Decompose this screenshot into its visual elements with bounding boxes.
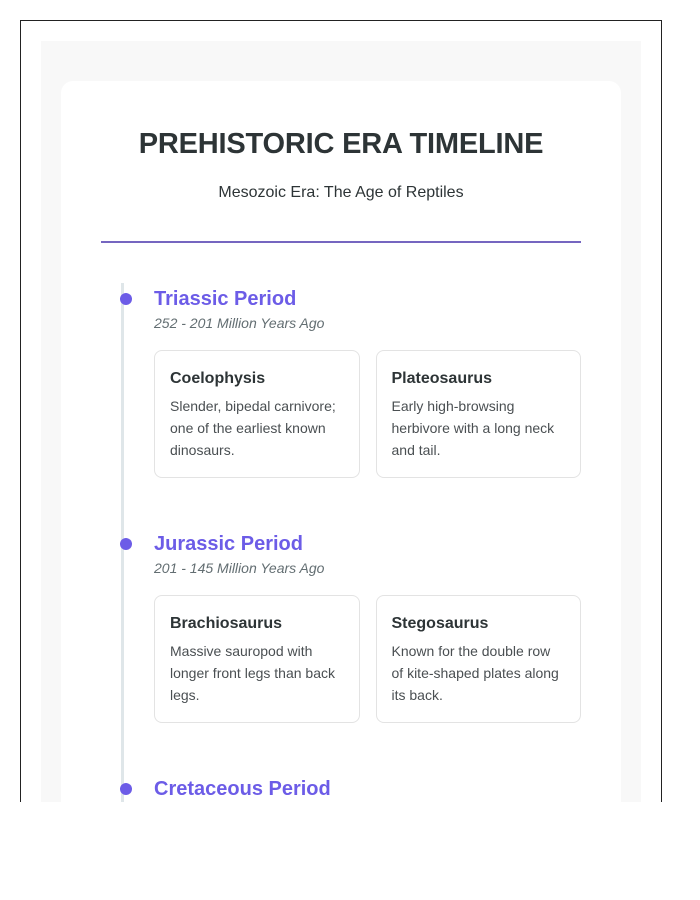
species-card xyxy=(154,350,360,478)
viewport-frame xyxy=(20,20,662,802)
timeline xyxy=(101,283,581,801)
species-description: Known for the double row of kite-shaped plates along its back. xyxy=(391,643,559,703)
species-card xyxy=(376,350,582,478)
species-description: Massive sauropod with longer front legs than back legs. xyxy=(170,643,335,703)
period-dates: 201 - 145 Million Years Ago xyxy=(154,560,325,576)
timeline-dot-icon xyxy=(120,293,132,305)
species-name: Brachiosaurus xyxy=(170,615,283,632)
species-grid xyxy=(154,350,581,478)
species-card xyxy=(154,595,360,723)
species-card xyxy=(376,595,582,723)
header-divider xyxy=(101,241,581,243)
page-subtitle: Mesozoic Era: The Age of Reptiles xyxy=(218,184,464,201)
page-title: PREHISTORIC ERA TIMELINE xyxy=(138,128,544,160)
species-description: Early high-browsing herbivore with a long neck and tail. xyxy=(391,398,555,458)
period-triassic xyxy=(154,283,581,478)
species-grid xyxy=(154,595,581,723)
period-cretaceous xyxy=(154,773,581,801)
timeline-dot-icon xyxy=(120,538,132,550)
species-description: Slender, bipedal carnivore; one of the earliest known dinosaurs. xyxy=(170,398,336,458)
species-name: Coelophysis xyxy=(170,370,266,387)
timeline-dot-icon xyxy=(120,783,132,795)
timeline-card xyxy=(61,81,621,802)
species-name: Stegosaurus xyxy=(391,615,489,632)
species-name: Plateosaurus xyxy=(391,370,492,387)
period-title: Jurassic Period xyxy=(154,533,303,555)
period-jurassic xyxy=(154,528,581,723)
period-title: Triassic Period xyxy=(154,288,297,310)
period-title: Cretaceous Period xyxy=(154,778,331,800)
page-background xyxy=(41,41,641,802)
period-dates: 252 - 201 Million Years Ago xyxy=(154,315,325,331)
